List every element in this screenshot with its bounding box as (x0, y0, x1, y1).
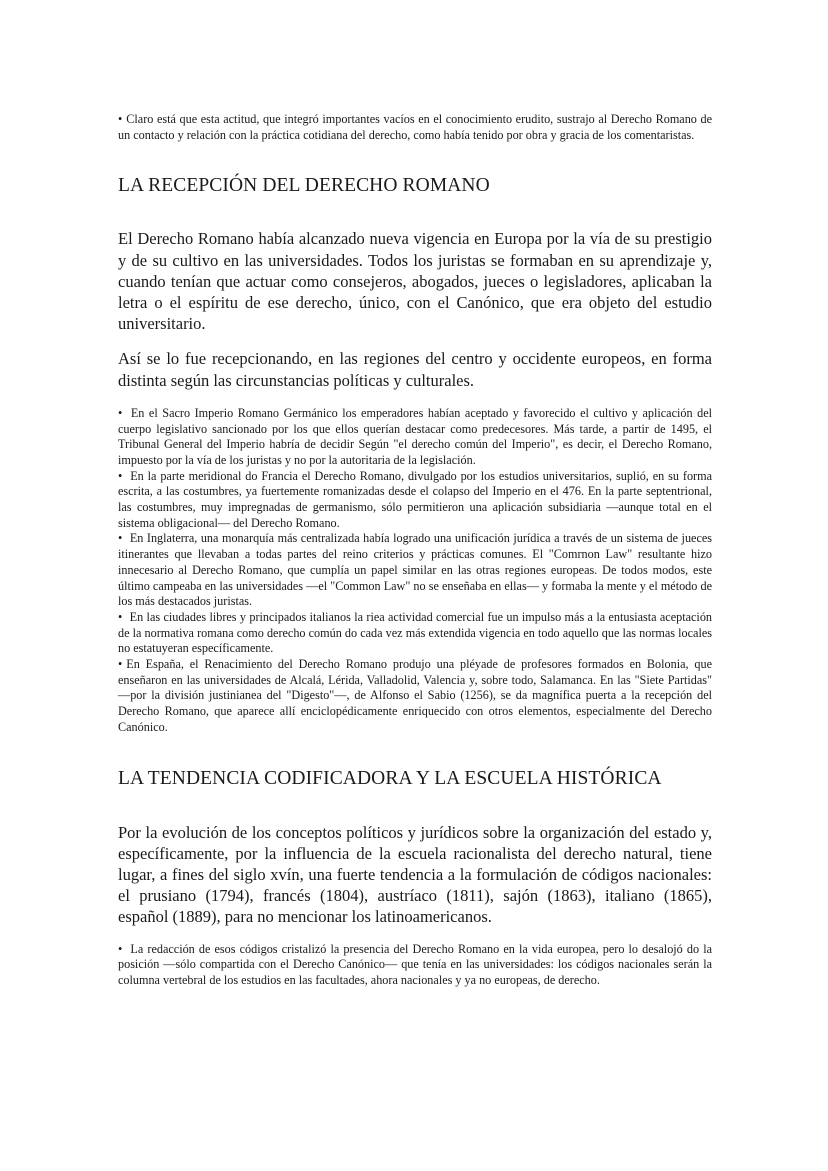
bullet-item-imperio (118, 406, 712, 469)
bullet-text: En Inglaterra, una monarquía más centralizada había logrado una unificación jurídica a través de un sistema de jueces itinerantes que llevaban a todas partes del reino criterios y prácticas comunes. El "Comrnon Law" resultante hizo innecesario al Derecho Romano, que cumplía un papel similar en las otras regiones europeas. De todos modos, este último campeaba en las universidades —el "Common Law" no se enseñaba en ellas— y formaba la mente y el método de los más destacados juristas. (118, 531, 713, 609)
body-paragraph: Por la evolución de los conceptos políticos y jurídicos sobre la organización del estado y, específicamente, por la influencia de la escuela racionalista del derecho natural, tiene lugar, a fines del siglo xvín, una fuerte tendencia a la formulación de códigos nacionales: el prusiano (1794), francés (1804), austríaco (1811), sajón (1863), italiano (1865), español (1889), para no mencionar los latinoamericanos. (118, 822, 712, 927)
intro-text: Claro está que esta actitud, que integró importantes vacíos en el conocimiento erudito, sustrajo al Derecho Romano de un contacto y relación con la práctica cotidiana del derecho, como había tenido por obra y gracia de los comentaristas. (118, 112, 712, 142)
bullet-text: En la parte meridional do Francia el Derecho Romano, divulgado por los estudios universitarios, suplió, en su forma escrita, a las costumbres, ya fuertemente romanizadas desde el colapso del Imperio en el 476. En la parte septentrional, las costumbres, muy impregnadas de germanismo, sólo permitieron una aplicación subsidiaria —aunque total en el sistema obligacional— del Derecho Romano. (118, 468, 712, 530)
bullet-text: La redacción de esos códigos cristalizó la presencia del Derecho Romano en la vida europea, pero lo desalojó do la posición —sólo compartida con el Derecho Canónico— que tenía en las universidades: los códigos nacionales serán la columna vertebral de los estudios en las facultades, ahora nacionales y ya no europeas, de derecho. (118, 941, 713, 988)
bullet-item-italia (118, 610, 712, 657)
bullet-text: En el Sacro Imperio Romano Germánico los emperadores habían aceptado y favorecido el cultivo y aplicación del cuerpo legislativo sancionado por los que ellos querían destacar como predecesores. Más tarde, a partir de 1495, el Tribunal General del Imperio habría de decidir Según "el derecho común del Imperio", es decir, el Derecho Romano, impuesto por la vía de los juristas y no por la autoritaria de la legislación. (118, 405, 713, 467)
body-paragraph: El Derecho Romano había alcanzado nueva vigencia en Europa por la vía de su prestigio y de su cultivo en las universidades. Todos los juristas se formaban en su aprendizaje y, cuando tenían que actuar como consejeros, abogados, jueces o legisladores, aplicaban la letra o el espíritu de ese derecho, único, con el Canónico, que era objeto del estudio universitario. (118, 229, 712, 334)
bullet-marker: • (118, 468, 123, 483)
bullet-marker: • (118, 531, 123, 546)
bullet-item-francia (118, 469, 712, 532)
bullet-marker: • (118, 941, 123, 956)
bullet-item-codigos (118, 942, 712, 989)
bullet-marker: • (118, 405, 123, 420)
intro-paragraph (118, 112, 712, 143)
document-page (118, 112, 712, 989)
bullet-marker: • (118, 609, 123, 624)
section-heading-recepcion: LA RECEPCIÓN DEL DERECHO ROMANO (118, 175, 490, 197)
bullet-list-recepcion (118, 406, 712, 736)
bullet-marker: • (118, 112, 123, 126)
bullet-list-codificadora (118, 942, 712, 989)
bullet-item-inglaterra (118, 531, 712, 610)
section-heading-codificadora: LA TENDENCIA CODIFICADORA Y LA ESCUELA HISTÓRICA (118, 767, 662, 789)
bullet-text: En España, el Renacimiento del Derecho Romano produjo una pléyade de profesores formados en Bolonia, que enseñaron en las universidades de Alcalá, Lérida, Valladolid, Valencia y, sobre todo, Salamanca. En las "Siete Partidas" —por la división justinianea del "Digesto"—, de Alfonso el Sabio (1256), se da magnífica puerta a la recepción del Derecho Romano, que aparece allí enciclopédicamente enriquecido con otros elementos, especialmente del Derecho Canónico. (118, 657, 712, 734)
bullet-text: En las ciudades libres y principados italianos la riea actividad comercial fue un impulso más a la entusiasta aceptación de la normativa romana como derecho común do cada vez más extendida vigencia en todo aquello que las normas locales no estatuyeran específicamente. (118, 609, 713, 656)
body-paragraph: Así se lo fue recepcionando, en las regiones del centro y occidente europeos, en forma distinta según las circunstancias políticas y culturales. (118, 349, 712, 390)
bullet-item-espana (118, 657, 712, 736)
bullet-marker: • (118, 657, 123, 672)
